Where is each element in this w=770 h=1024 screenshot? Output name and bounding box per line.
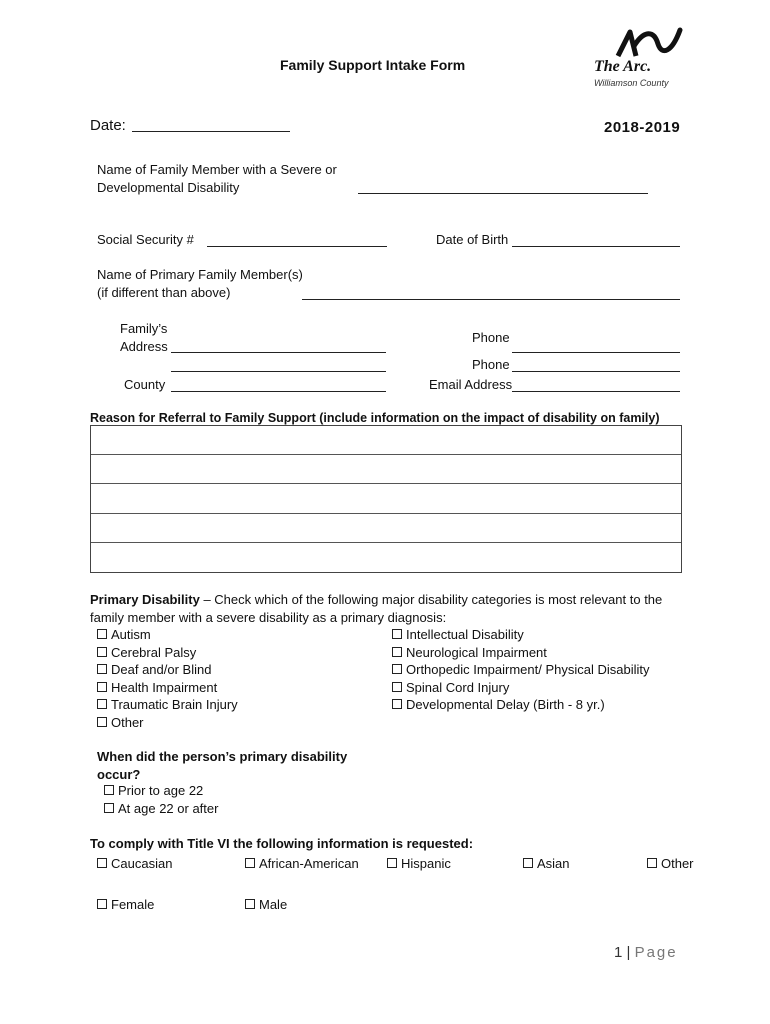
onset-options [104,782,218,817]
county-label: County [124,377,166,392]
checkbox-icon[interactable] [392,629,402,639]
checkbox-icon[interactable] [104,803,114,813]
primary-disability-intro: Primary Disability – Check which of the following major disability categories is most relevant to the family member with a severe disability as a primary diagnosis: [90,592,663,625]
year-label: 2018-2019 [604,119,681,136]
referral-text-box[interactable] [90,425,682,573]
referral-row[interactable] [91,426,681,455]
checkbox-icon[interactable] [97,899,107,909]
page-number: 1 | Page [614,944,678,961]
arc-logo-name: The Arc. [594,58,652,75]
checkbox-intellectual-disability[interactable]: Intellectual Disability [392,626,649,644]
email-field[interactable] [512,391,680,392]
address-field-line-2[interactable] [171,371,386,372]
checkbox-at-22-or-after[interactable]: At age 22 or after [104,800,218,818]
checkbox-icon[interactable] [245,899,255,909]
checkbox-neurological-impairment[interactable]: Neurological Impairment [392,644,649,662]
checkbox-female[interactable]: Female [97,897,154,912]
phone-field-2[interactable] [512,371,680,372]
checkbox-icon[interactable] [97,629,107,639]
address-field-line-1[interactable] [171,352,386,353]
primary-member-name-field[interactable] [302,299,680,300]
checkbox-cerebral-palsy[interactable]: Cerebral Palsy [97,644,238,662]
referral-heading: Reason for Referral to Family Support (include information on the impact of disability on family) [90,411,660,425]
checkbox-icon[interactable] [387,858,397,868]
county-field[interactable] [171,391,386,392]
checkbox-icon[interactable] [392,647,402,657]
disability-list-left [97,626,238,732]
phone-label-2: Phone [472,357,510,372]
checkbox-autism[interactable]: Autism [97,626,238,644]
checkbox-icon[interactable] [523,858,533,868]
checkbox-other-disability[interactable]: Other [97,714,238,732]
checkbox-icon[interactable] [97,682,107,692]
checkbox-african-american[interactable]: African-American [245,856,359,871]
checkbox-icon[interactable] [97,664,107,674]
family-member-label: Name of Family Member with a Severe or Developmental Disability [97,162,337,195]
phone-label-1: Phone [472,330,510,345]
primary-disability-heading: Primary Disability [90,592,200,607]
checkbox-icon[interactable] [97,858,107,868]
checkbox-other-race[interactable]: Other [647,856,694,871]
checkbox-deaf-blind[interactable]: Deaf and/or Blind [97,661,238,679]
checkbox-icon[interactable] [392,699,402,709]
referral-row[interactable] [91,543,681,571]
checkbox-icon[interactable] [392,682,402,692]
phone-field-1[interactable] [512,352,680,353]
checkbox-icon[interactable] [245,858,255,868]
checkbox-orthopedic-impairment[interactable]: Orthopedic Impairment/ Physical Disability [392,661,649,679]
checkbox-asian[interactable]: Asian [523,856,570,871]
disability-list-right [392,626,649,714]
checkbox-traumatic-brain-injury[interactable]: Traumatic Brain Injury [97,696,238,714]
checkbox-health-impairment[interactable]: Health Impairment [97,679,238,697]
onset-question: When did the person’s primary disability occur? [97,749,348,782]
arc-logo-icon [614,26,684,60]
arc-logo-subtitle: Williamson County [594,78,669,88]
checkbox-icon[interactable] [647,858,657,868]
date-field[interactable] [132,131,290,132]
email-label: Email Address [429,377,513,392]
ssn-field[interactable] [207,246,387,247]
dob-label: Date of Birth [436,232,509,247]
checkbox-prior-to-22[interactable]: Prior to age 22 [104,782,218,800]
ssn-label: Social Security # [97,232,194,247]
title-vi-heading: To comply with Title VI the following information is requested: [90,836,474,851]
primary-member-label: Name of Primary Family Member(s) (if different than above) [97,267,303,300]
referral-row[interactable] [91,514,681,543]
arc-logo [592,26,702,96]
family-member-name-field[interactable] [358,193,648,194]
checkbox-caucasian[interactable]: Caucasian [97,856,172,871]
checkbox-icon[interactable] [392,664,402,674]
checkbox-hispanic[interactable]: Hispanic [387,856,451,871]
referral-row[interactable] [91,455,681,484]
checkbox-icon[interactable] [104,785,114,795]
date-label: Date: [90,117,126,134]
checkbox-icon[interactable] [97,699,107,709]
address-label: Family’s Address [120,321,168,354]
checkbox-developmental-delay[interactable]: Developmental Delay (Birth - 8 yr.) [392,696,649,714]
checkbox-male[interactable]: Male [245,897,287,912]
checkbox-spinal-cord-injury[interactable]: Spinal Cord Injury [392,679,649,697]
dob-field[interactable] [512,246,680,247]
checkbox-icon[interactable] [97,647,107,657]
checkbox-icon[interactable] [97,717,107,727]
form-title: Family Support Intake Form [280,57,466,73]
referral-row[interactable] [91,484,681,513]
